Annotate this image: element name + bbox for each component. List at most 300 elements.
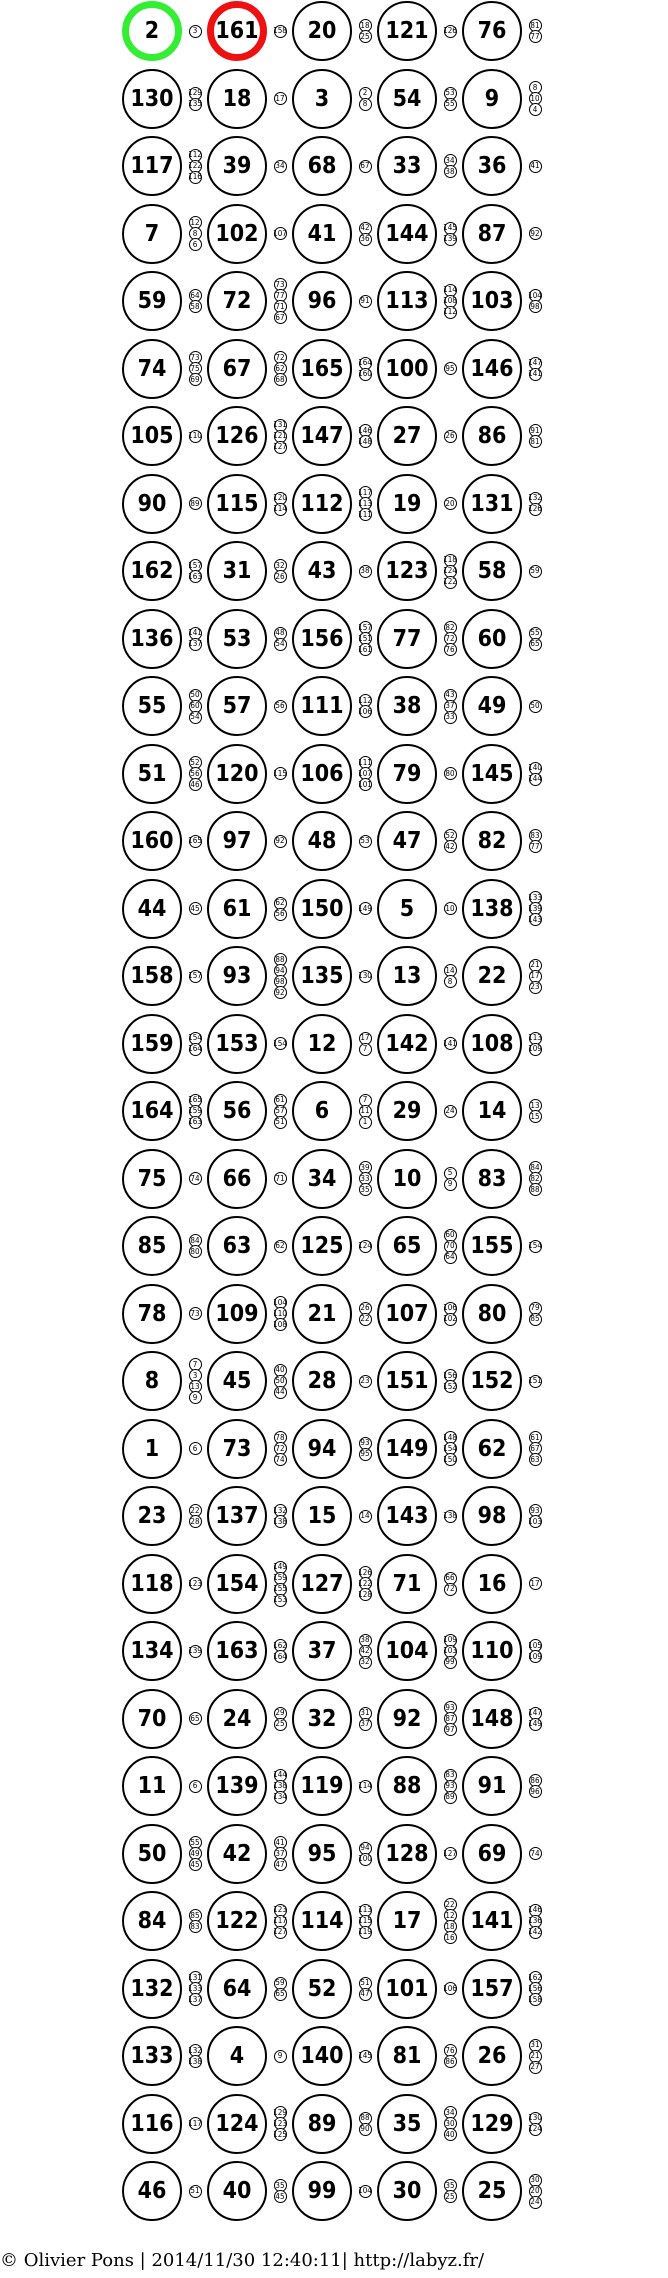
number-cell[interactable]: 69 — [462, 1824, 522, 1884]
move-hint: 5 — [444, 1167, 457, 1180]
move-hint: 42 — [359, 222, 372, 235]
move-hint: 57 — [274, 1105, 287, 1118]
move-hint: 52 — [189, 756, 202, 769]
number-cell[interactable]: 60 — [462, 609, 522, 669]
move-hint: 144 — [529, 773, 542, 786]
move-hint: 136 — [529, 1915, 542, 1928]
number-cell[interactable]: 21 — [292, 1284, 352, 1344]
number-cell[interactable]: 1 — [122, 1419, 182, 1479]
number-cell[interactable]: 145 — [462, 744, 522, 804]
move-hint: 86 — [444, 2055, 457, 2068]
move-hint: 134 — [274, 1791, 287, 1804]
number-cell[interactable]: 38 — [377, 676, 437, 736]
number-cell[interactable]: 138 — [462, 879, 522, 939]
number-cell[interactable]: 91 — [462, 1756, 522, 1816]
number-cell[interactable]: 16 — [462, 1554, 522, 1614]
number-cell[interactable]: 108 — [462, 1014, 522, 1074]
move-hint: 102 — [444, 1313, 457, 1326]
move-hint: 6 — [189, 1442, 202, 1455]
move-hint: 32 — [274, 559, 287, 572]
number-cell[interactable]: 85 — [122, 1216, 182, 1276]
move-hint: 113 — [359, 1904, 372, 1917]
number-cell[interactable]: 155 — [462, 1216, 522, 1276]
move-hint: 26 — [444, 430, 457, 443]
number-cell[interactable]: 141 — [462, 1891, 522, 1951]
move-hint: 23 — [359, 1375, 372, 1388]
move-hint: 132 — [529, 492, 542, 505]
number-cell[interactable]: 134 — [122, 1621, 182, 1681]
move-hint: 58 — [189, 300, 202, 313]
move-hint: 73 — [274, 278, 287, 291]
number-cell[interactable]: 29 — [377, 1081, 437, 1141]
number-cell[interactable]: 7 — [122, 204, 182, 264]
move-hint: 22 — [444, 1898, 457, 1911]
move-hint: 83 — [444, 1769, 457, 1782]
number-cell[interactable]: 121 — [377, 1, 437, 61]
number-cell[interactable]: 34 — [292, 1149, 352, 1209]
move-hint: 144 — [274, 1769, 287, 1782]
move-hint: 133 — [529, 891, 542, 904]
move-hint: 37 — [444, 700, 457, 713]
number-cell[interactable]: 158 — [122, 946, 182, 1006]
move-hint: 18 — [359, 19, 372, 32]
number-cell[interactable]: 139 — [207, 1756, 267, 1816]
number-cell[interactable]: 6 — [292, 1081, 352, 1141]
number-cell[interactable]: 135 — [292, 946, 352, 1006]
number-cell[interactable]: 37 — [292, 1621, 352, 1681]
move-hint: 22 — [189, 1504, 202, 1517]
move-hint: 164 — [274, 1650, 287, 1663]
number-cell[interactable]: 101 — [377, 1959, 437, 2019]
move-hint: 122 — [189, 160, 202, 173]
move-hint: 133 — [189, 1982, 202, 1995]
move-hint: 8 — [444, 975, 457, 988]
number-cell[interactable]: 76 — [462, 1, 522, 61]
move-hint: 40 — [444, 2128, 457, 2141]
number-cell[interactable]: 93 — [207, 946, 267, 1006]
move-hint: 77 — [529, 840, 542, 853]
move-hint: 53 — [444, 87, 457, 100]
move-hint: 123 — [274, 1904, 287, 1917]
move-hint: 148 — [359, 435, 372, 448]
move-hint: 98 — [274, 975, 287, 988]
move-hint: 45 — [189, 902, 202, 915]
number-cell[interactable]: 75 — [122, 1149, 182, 1209]
move-hint: 122 — [444, 576, 457, 589]
number-cell[interactable]: 162 — [122, 541, 182, 601]
number-cell[interactable]: 157 — [462, 1959, 522, 2019]
number-cell[interactable]: 59 — [122, 271, 182, 331]
move-hint: 21 — [529, 2050, 542, 2063]
number-cell[interactable]: 160 — [122, 811, 182, 871]
move-hint: 54 — [274, 638, 287, 651]
number-cell[interactable]: 133 — [122, 2026, 182, 2086]
move-hint: 161 — [359, 643, 372, 656]
number-cell[interactable]: 73 — [207, 1419, 267, 1479]
move-hint: 123 — [274, 2117, 287, 2130]
number-cell[interactable]: 71 — [377, 1554, 437, 1614]
number-cell[interactable]: 106 — [292, 744, 352, 804]
number-cell[interactable]: 98 — [462, 1486, 522, 1546]
number-cell[interactable]: 92 — [377, 1689, 437, 1749]
move-hint: 67 — [359, 160, 372, 173]
move-hint: 61 — [529, 1431, 542, 1444]
number-cell[interactable]: 79 — [377, 744, 437, 804]
start-cell[interactable]: 2 — [122, 1, 182, 61]
number-cell[interactable]: 131 — [462, 474, 522, 534]
number-cell[interactable]: 112 — [292, 474, 352, 534]
number-cell[interactable]: 11 — [122, 1756, 182, 1816]
move-hint: 66 — [444, 1572, 457, 1585]
number-cell[interactable]: 18 — [207, 69, 267, 129]
move-hint: 114 — [444, 284, 457, 297]
number-cell[interactable]: 136 — [122, 609, 182, 669]
move-hint: 13 — [529, 1099, 542, 1112]
move-hint: 34 — [444, 2106, 457, 2119]
number-cell[interactable]: 115 — [207, 474, 267, 534]
move-hint: 104 — [359, 2185, 372, 2198]
number-cell[interactable]: 27 — [377, 406, 437, 466]
move-hint: 155 — [274, 1583, 287, 1596]
move-hint: 124 — [529, 2123, 542, 2136]
number-cell[interactable]: 61 — [207, 879, 267, 939]
number-cell[interactable]: 146 — [462, 339, 522, 399]
move-hint: 141 — [529, 368, 542, 381]
number-cell[interactable]: 20 — [292, 1, 352, 61]
number-cell[interactable]: 64 — [207, 1959, 267, 2019]
number-cell[interactable]: 51 — [122, 744, 182, 804]
number-cell[interactable]: 44 — [122, 879, 182, 939]
number-cell[interactable]: 96 — [292, 271, 352, 331]
number-cell[interactable]: 97 — [207, 811, 267, 871]
number-cell[interactable]: 32 — [292, 1689, 352, 1749]
number-cell[interactable]: 35 — [377, 2094, 437, 2154]
number-cell[interactable]: 143 — [377, 1486, 437, 1546]
move-hint: 139 — [444, 233, 457, 246]
number-cell[interactable]: 129 — [462, 2094, 522, 2154]
move-hint: 17 — [359, 1032, 372, 1045]
number-cell[interactable]: 124 — [207, 2094, 267, 2154]
move-hint: 109 — [529, 1043, 542, 1056]
move-hint: 65 — [274, 1988, 287, 2001]
number-cell[interactable]: 33 — [377, 136, 437, 196]
move-hint: 94 — [274, 964, 287, 977]
move-hint: 145 — [359, 2050, 372, 2063]
number-cell[interactable]: 87 — [462, 204, 522, 264]
move-hint: 50 — [274, 1375, 287, 1388]
move-hint: 104 — [274, 1296, 287, 1309]
number-cell[interactable]: 154 — [207, 1554, 267, 1614]
number-cell[interactable]: 88 — [377, 1756, 437, 1816]
number-cell[interactable]: 153 — [207, 1014, 267, 1074]
move-hint: 79 — [529, 1302, 542, 1315]
number-cell[interactable]: 43 — [292, 541, 352, 601]
number-cell[interactable]: 140 — [292, 2026, 352, 2086]
number-cell[interactable]: 65 — [377, 1216, 437, 1276]
number-cell[interactable]: 122 — [207, 1891, 267, 1951]
move-hint: 92 — [274, 986, 287, 999]
move-hint: 88 — [274, 953, 287, 966]
number-cell[interactable]: 156 — [292, 609, 352, 669]
number-cell[interactable]: 80 — [462, 1284, 522, 1344]
number-cell[interactable]: 100 — [377, 339, 437, 399]
number-cell[interactable]: 47 — [377, 811, 437, 871]
number-cell[interactable]: 114 — [292, 1891, 352, 1951]
number-cell[interactable]: 147 — [292, 406, 352, 466]
move-hint: 154 — [189, 1032, 202, 1045]
move-hint: 154 — [529, 1240, 542, 1253]
number-cell[interactable]: 50 — [122, 1824, 182, 1884]
number-cell[interactable]: 102 — [207, 204, 267, 264]
move-hint: 163 — [189, 1116, 202, 1129]
number-cell[interactable]: 144 — [377, 204, 437, 264]
number-cell[interactable]: 57 — [207, 676, 267, 736]
number-cell[interactable]: 107 — [377, 1284, 437, 1344]
number-cell[interactable]: 159 — [122, 1014, 182, 1074]
number-cell[interactable]: 62 — [462, 1419, 522, 1479]
move-hint: 56 — [274, 700, 287, 713]
move-hint: 56 — [189, 767, 202, 780]
number-cell[interactable]: 104 — [377, 1621, 437, 1681]
move-hint: 124 — [359, 1240, 372, 1253]
move-hint: 9 — [274, 2050, 287, 2063]
number-cell[interactable]: 5 — [377, 879, 437, 939]
move-hint: 149 — [359, 902, 372, 915]
move-hint: 33 — [444, 711, 457, 724]
move-hint: 106 — [444, 1302, 457, 1315]
move-hint: 115 — [359, 1915, 372, 1928]
move-hint: 159 — [189, 1105, 202, 1118]
move-hint: 89 — [189, 497, 202, 510]
number-cell[interactable]: 152 — [462, 1351, 522, 1411]
move-hint: 84 — [529, 1161, 542, 1174]
move-hint: 36 — [359, 233, 372, 246]
number-cell[interactable]: 95 — [292, 1824, 352, 1884]
number-cell[interactable]: 74 — [122, 339, 182, 399]
number-cell[interactable]: 23 — [122, 1486, 182, 1546]
number-cell[interactable]: 63 — [207, 1216, 267, 1276]
move-hint: 67 — [274, 311, 287, 324]
move-hint: 17 — [529, 970, 542, 983]
move-hint: 108 — [444, 295, 457, 308]
number-cell[interactable]: 12 — [292, 1014, 352, 1074]
number-cell[interactable]: 111 — [292, 676, 352, 736]
number-cell[interactable]: 55 — [122, 676, 182, 736]
move-hint: 95 — [444, 362, 457, 375]
number-cell[interactable]: 78 — [122, 1284, 182, 1344]
move-hint: 46 — [189, 778, 202, 791]
number-cell[interactable]: 94 — [292, 1419, 352, 1479]
move-hint: 93 — [359, 1437, 372, 1450]
number-cell[interactable]: 163 — [207, 1621, 267, 1681]
number-cell[interactable]: 17 — [377, 1891, 437, 1951]
number-cell[interactable]: 4 — [207, 2026, 267, 2086]
number-cell[interactable]: 56 — [207, 1081, 267, 1141]
move-hint: 110 — [189, 430, 202, 443]
number-cell[interactable]: 26 — [462, 2026, 522, 2086]
move-hint: 88 — [359, 2112, 372, 2125]
move-hint: 117 — [274, 1915, 287, 1928]
move-hint: 30 — [529, 2174, 542, 2187]
number-cell[interactable]: 39 — [207, 136, 267, 196]
move-hint: 51 — [189, 2185, 202, 2198]
number-cell[interactable]: 105 — [122, 406, 182, 466]
move-hint: 143 — [529, 913, 542, 926]
move-hint: 127 — [274, 1926, 287, 1939]
number-cell[interactable]: 117 — [122, 136, 182, 196]
number-cell[interactable]: 164 — [122, 1081, 182, 1141]
number-cell[interactable]: 8 — [122, 1351, 182, 1411]
move-hint: 94 — [359, 1842, 372, 1855]
move-hint: 42 — [444, 840, 457, 853]
move-hint: 85 — [189, 1909, 202, 1922]
number-cell[interactable]: 49 — [462, 676, 522, 736]
move-hint: 3 — [189, 25, 202, 38]
number-cell[interactable]: 90 — [122, 474, 182, 534]
number-cell[interactable]: 83 — [462, 1149, 522, 1209]
number-cell[interactable]: 130 — [122, 69, 182, 129]
move-hint: 127 — [444, 1847, 457, 1860]
number-cell[interactable]: 84 — [122, 1891, 182, 1951]
goal-cell[interactable]: 161 — [207, 1, 267, 61]
move-hint: 165 — [189, 835, 202, 848]
move-hint: 84 — [189, 1234, 202, 1247]
move-hint: 10 — [529, 92, 542, 105]
move-hint: 107 — [274, 227, 287, 240]
number-cell[interactable]: 125 — [292, 1216, 352, 1276]
number-cell[interactable]: 127 — [292, 1554, 352, 1614]
number-cell[interactable]: 22 — [462, 946, 522, 1006]
number-cell[interactable]: 30 — [377, 2161, 437, 2221]
number-cell[interactable]: 119 — [292, 1756, 352, 1816]
number-cell[interactable]: 70 — [122, 1689, 182, 1749]
number-cell[interactable]: 19 — [377, 474, 437, 534]
move-hint: 97 — [444, 1723, 457, 1736]
number-cell[interactable]: 110 — [462, 1621, 522, 1681]
move-hint: 83 — [189, 1920, 202, 1933]
move-hint: 116 — [189, 171, 202, 184]
number-cell[interactable]: 13 — [377, 946, 437, 1006]
number-cell[interactable]: 149 — [377, 1419, 437, 1479]
number-cell[interactable]: 132 — [122, 1959, 182, 2019]
number-cell[interactable]: 10 — [377, 1149, 437, 1209]
move-hint: 27 — [529, 2061, 542, 2074]
move-hint: 100 — [359, 1853, 372, 1866]
number-cell[interactable]: 99 — [292, 2161, 352, 2221]
number-cell[interactable]: 53 — [207, 609, 267, 669]
number-cell[interactable]: 116 — [122, 2094, 182, 2154]
number-cell[interactable]: 28 — [292, 1351, 352, 1411]
number-cell[interactable]: 109 — [207, 1284, 267, 1344]
number-cell[interactable]: 118 — [122, 1554, 182, 1614]
number-cell[interactable]: 165 — [292, 339, 352, 399]
move-hint: 110 — [274, 1307, 287, 1320]
move-hint: 108 — [274, 1318, 287, 1331]
number-cell[interactable]: 45 — [207, 1351, 267, 1411]
number-cell[interactable]: 148 — [462, 1689, 522, 1749]
move-hint: 158 — [529, 1993, 542, 2006]
move-hint: 137 — [189, 638, 202, 651]
number-cell[interactable]: 67 — [207, 339, 267, 399]
move-hint: 76 — [444, 2044, 457, 2057]
number-cell[interactable]: 137 — [207, 1486, 267, 1546]
number-cell[interactable]: 48 — [292, 811, 352, 871]
number-cell[interactable]: 36 — [462, 136, 522, 196]
number-cell[interactable]: 72 — [207, 271, 267, 331]
move-hint: 126 — [529, 503, 542, 516]
move-hint: 62 — [274, 1240, 287, 1253]
number-cell[interactable]: 77 — [377, 609, 437, 669]
number-cell[interactable]: 24 — [207, 1689, 267, 1749]
number-cell[interactable]: 52 — [292, 1959, 352, 2019]
number-cell[interactable]: 120 — [207, 744, 267, 804]
move-hint: 90 — [359, 2123, 372, 2136]
number-cell[interactable]: 126 — [207, 406, 267, 466]
number-cell[interactable]: 150 — [292, 879, 352, 939]
move-hint: 31 — [529, 2039, 542, 2052]
move-hint: 153 — [274, 1594, 287, 1607]
number-cell[interactable]: 9 — [462, 69, 522, 129]
number-cell[interactable]: 31 — [207, 541, 267, 601]
move-hint: 32 — [359, 1656, 372, 1669]
move-hint: 43 — [444, 689, 457, 702]
move-hint: 7 — [359, 1043, 372, 1056]
move-hint: 92 — [529, 227, 542, 240]
move-hint: 164 — [359, 357, 372, 370]
number-cell[interactable]: 40 — [207, 2161, 267, 2221]
number-cell[interactable]: 81 — [377, 2026, 437, 2086]
move-hint: 157 — [189, 559, 202, 572]
move-hint: 124 — [444, 565, 457, 578]
move-hint: 47 — [359, 1988, 372, 2001]
move-hint: 145 — [444, 222, 457, 235]
move-hint: 70 — [444, 1240, 457, 1253]
number-cell[interactable]: 25 — [462, 2161, 522, 2221]
number-cell[interactable]: 89 — [292, 2094, 352, 2154]
number-cell[interactable]: 103 — [462, 271, 522, 331]
number-cell[interactable]: 46 — [122, 2161, 182, 2221]
number-cell[interactable]: 82 — [462, 811, 522, 871]
move-hint: 34 — [274, 160, 287, 173]
number-cell[interactable]: 54 — [377, 69, 437, 129]
move-hint: 59 — [529, 565, 542, 578]
number-cell[interactable]: 142 — [377, 1014, 437, 1074]
number-cell[interactable]: 123 — [377, 541, 437, 601]
number-cell[interactable]: 3 — [292, 69, 352, 129]
move-hint: 127 — [274, 441, 287, 454]
move-hint: 132 — [189, 2044, 202, 2057]
move-hint: 115 — [274, 767, 287, 780]
move-hint: 50 — [189, 689, 202, 702]
number-cell[interactable]: 41 — [292, 204, 352, 264]
number-cell[interactable]: 86 — [462, 406, 522, 466]
move-hint: 151 — [529, 1375, 542, 1388]
number-cell[interactable]: 151 — [377, 1351, 437, 1411]
move-hint: 38 — [359, 565, 372, 578]
number-cell[interactable]: 14 — [462, 1081, 522, 1141]
move-hint: 121 — [274, 430, 287, 443]
number-cell[interactable]: 113 — [377, 271, 437, 331]
move-hint: 26 — [274, 570, 287, 583]
number-cell[interactable]: 15 — [292, 1486, 352, 1546]
number-cell[interactable]: 66 — [207, 1149, 267, 1209]
number-cell[interactable]: 42 — [207, 1824, 267, 1884]
move-hint: 78 — [274, 1431, 287, 1444]
number-cell[interactable]: 58 — [462, 541, 522, 601]
number-cell[interactable]: 128 — [377, 1824, 437, 1884]
move-hint: 101 — [359, 778, 372, 791]
number-cell[interactable]: 68 — [292, 136, 352, 196]
